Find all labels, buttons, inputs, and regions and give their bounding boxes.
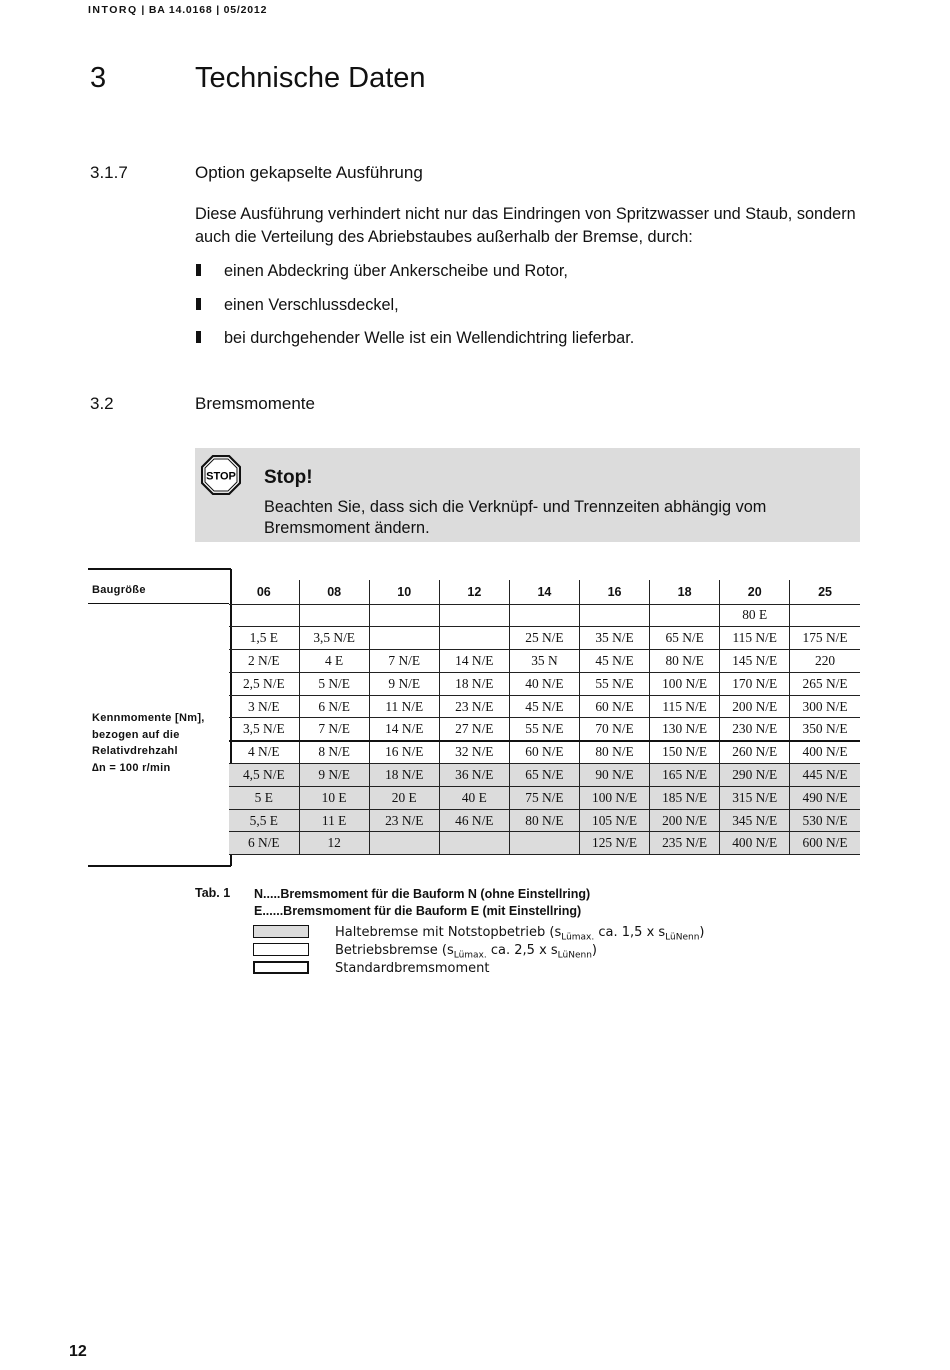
table-cell: 8 N/E [299,741,369,764]
table-cell: 125 N/E [579,832,649,855]
table-cell: 7 N/E [299,718,369,741]
document-id: | BA 14.0168 | 05/2012 [141,4,268,16]
table-cell [439,832,509,855]
legend-text: Standardbremsmoment [335,961,490,976]
table-cell: 5 N/E [299,672,369,695]
table-cell: 1,5 E [229,627,299,650]
bullet-list [195,261,875,362]
table-cell [509,832,579,855]
table-cell: 35 N [509,650,579,673]
stop-title: Stop! [264,467,313,488]
table-cell: 60 N/E [509,741,579,764]
table-cell: 65 N/E [509,764,579,787]
table-cell: 165 N/E [650,764,720,787]
table-cell: 18 N/E [439,672,509,695]
column-header: 25 [790,580,860,604]
column-header: 08 [299,580,369,604]
table-rule [88,603,229,604]
section-title: Bremsmomente [195,394,315,413]
table-cell [790,604,860,627]
table-cell: 185 N/E [650,786,720,809]
table-cell: 290 N/E [720,764,790,787]
table-cell: 55 N/E [509,718,579,741]
list-item: einen Verschlussdeckel, [195,295,875,329]
table-cell: 4,5 N/E [229,764,299,787]
column-header: 16 [579,580,649,604]
column-header: 06 [229,580,299,604]
table-cell: 60 N/E [579,695,649,718]
table-cell: 9 N/E [369,672,439,695]
table-cell: 200 N/E [650,809,720,832]
table-cell: 235 N/E [650,832,720,855]
table-header-label: Baugröße [92,584,146,596]
table-cell: 70 N/E [579,718,649,741]
table-cell: 3,5 N/E [299,627,369,650]
table-cell: 2 N/E [229,650,299,673]
section-paragraph: Diese Ausführung verhindert nicht nur das Eindringen von Spritzwasser und Staub, sondern auch die Verteilung des Abriebstaubes außerhalb der Bremse, durch: [195,205,856,246]
table-cell: 14 N/E [369,718,439,741]
table-cell: 220 [790,650,860,673]
bullet-icon [196,298,201,310]
table-cell: 6 N/E [229,832,299,855]
table-cell: 265 N/E [790,672,860,695]
table-cell: 9 N/E [299,764,369,787]
table-cell [579,604,649,627]
table-caption-label: Tab. 1 [195,886,231,900]
table-cell: 45 N/E [579,650,649,673]
table-cell: 6 N/E [299,695,369,718]
table-cell: 36 N/E [439,764,509,787]
table-cell: 445 N/E [790,764,860,787]
table-cell: 3 N/E [229,695,299,718]
table-cell: 115 N/E [650,695,720,718]
table-cell: 45 N/E [509,695,579,718]
legend-text: Betriebsbremse ($s_{Lümax.}$ ca. 2,5 x $s_{LüNenn}$) [335,943,597,961]
svg-text:STOP: STOP [206,470,236,483]
table-row [229,809,860,832]
brake-torque-table [229,580,860,855]
table-cell: 300 N/E [790,695,860,718]
legend-swatch-thin [253,943,309,956]
stop-sign-icon [201,455,241,495]
table-cell: 100 N/E [579,786,649,809]
table-cell: 3,5 N/E [229,718,299,741]
table-cell [369,627,439,650]
table-cell: 40 E [439,786,509,809]
bullet-icon [196,331,201,343]
table-cell: 12 [299,832,369,855]
table-cell: 32 N/E [439,741,509,764]
table-cell: 75 N/E [509,786,579,809]
table-cell: 18 N/E [369,764,439,787]
table-row [229,695,860,718]
table-cell: 105 N/E [579,809,649,832]
table-cell: 350 N/E [790,718,860,741]
table-caption: N.....Bremsmoment für die Bauform N (ohne Einstellring) E......Bremsmoment für die Bauform E (mit Einstellring) [254,887,591,918]
brand-logo: INTORQ [88,4,138,16]
table-cell: 35 N/E [579,627,649,650]
table-cell: 2,5 N/E [229,672,299,695]
table-cell: 400 N/E [790,741,860,764]
table-cell: 46 N/E [439,809,509,832]
table-cell: 170 N/E [720,672,790,695]
legend-swatch-grey [253,925,309,938]
table-cell: 20 E [369,786,439,809]
table-cell: 65 N/E [650,627,720,650]
table-cell: 4 E [299,650,369,673]
table-cell: 490 N/E [790,786,860,809]
table-row [229,786,860,809]
column-header: 14 [509,580,579,604]
stop-text: Beachten Sie, dass sich die Verknüpf- und Trennzeiten abhängig vom Bremsmoment ändern. [264,498,767,537]
list-item: bei durchgehender Welle ist ein Wellendichtring lieferbar. [195,328,875,362]
table-cell: 145 N/E [720,650,790,673]
table-rule [88,568,231,570]
table-cell: 150 N/E [650,741,720,764]
section-title: Option gekapselte Ausführung [195,163,423,182]
table-cell: 345 N/E [720,809,790,832]
table-row [229,718,860,741]
page-header [88,4,267,16]
table-cell: 5 E [229,786,299,809]
table-cell: 260 N/E [720,741,790,764]
table-cell: 100 N/E [650,672,720,695]
legend-text: Haltebremse mit Notstopbetrieb ($s_{Lümax.}$ ca. 1,5 x $s_{LüNenn}$) [335,925,705,943]
table-cell: 25 N/E [509,627,579,650]
table-row [229,832,860,855]
table-row [229,764,860,787]
table-cell: 23 N/E [439,695,509,718]
table-cell: 27 N/E [439,718,509,741]
table-cell [509,604,579,627]
table-cell: 80 N/E [579,741,649,764]
table-cell: 130 N/E [650,718,720,741]
table-cell: 55 N/E [579,672,649,695]
table-cell: 400 N/E [720,832,790,855]
table-cell: 23 N/E [369,809,439,832]
table-cell [439,604,509,627]
column-header: 10 [369,580,439,604]
table-cell: 80 N/E [650,650,720,673]
table-cell: 80 E [720,604,790,627]
table-cell [299,604,369,627]
column-header: 12 [439,580,509,604]
legend-swatch-thick [253,961,309,974]
table-row-label: Kennmomente [Nm], bezogen auf die Relativdrehzahl ∆n = 100 r/min [92,712,205,774]
table-row [229,650,860,673]
table-cell: 11 N/E [369,695,439,718]
section-number: 3.2 [90,394,114,413]
table-cell: 10 E [299,786,369,809]
table-row [229,741,860,764]
bullet-icon [196,264,201,276]
table-cell: 175 N/E [790,627,860,650]
table-cell [229,604,299,627]
section-number: 3.1.7 [90,163,128,182]
table-cell: 90 N/E [579,764,649,787]
table-row [229,627,860,650]
table-cell: 11 E [299,809,369,832]
table-cell: 115 N/E [720,627,790,650]
chapter-title: Technische Daten [195,62,426,94]
table-cell [369,604,439,627]
chapter-number: 3 [90,62,107,94]
table-cell: 200 N/E [720,695,790,718]
column-header: 18 [650,580,720,604]
table-cell: 315 N/E [720,786,790,809]
table-cell [439,627,509,650]
table-cell: 600 N/E [790,832,860,855]
list-item: einen Abdeckring über Ankerscheibe und Rotor, [195,261,875,295]
table-cell: 4 N/E [229,741,299,764]
table-cell: 530 N/E [790,809,860,832]
table-cell: 16 N/E [369,741,439,764]
table-cell: 7 N/E [369,650,439,673]
column-header: 20 [720,580,790,604]
table-cell: 40 N/E [509,672,579,695]
table-cell [369,832,439,855]
table-cell: 230 N/E [720,718,790,741]
table-rule [88,865,231,867]
table-cell [650,604,720,627]
table-cell: 5,5 E [229,809,299,832]
table-cell: 14 N/E [439,650,509,673]
page-number: 12 [69,1343,87,1360]
table-row [229,604,860,627]
table-row [229,672,860,695]
table-cell: 80 N/E [509,809,579,832]
